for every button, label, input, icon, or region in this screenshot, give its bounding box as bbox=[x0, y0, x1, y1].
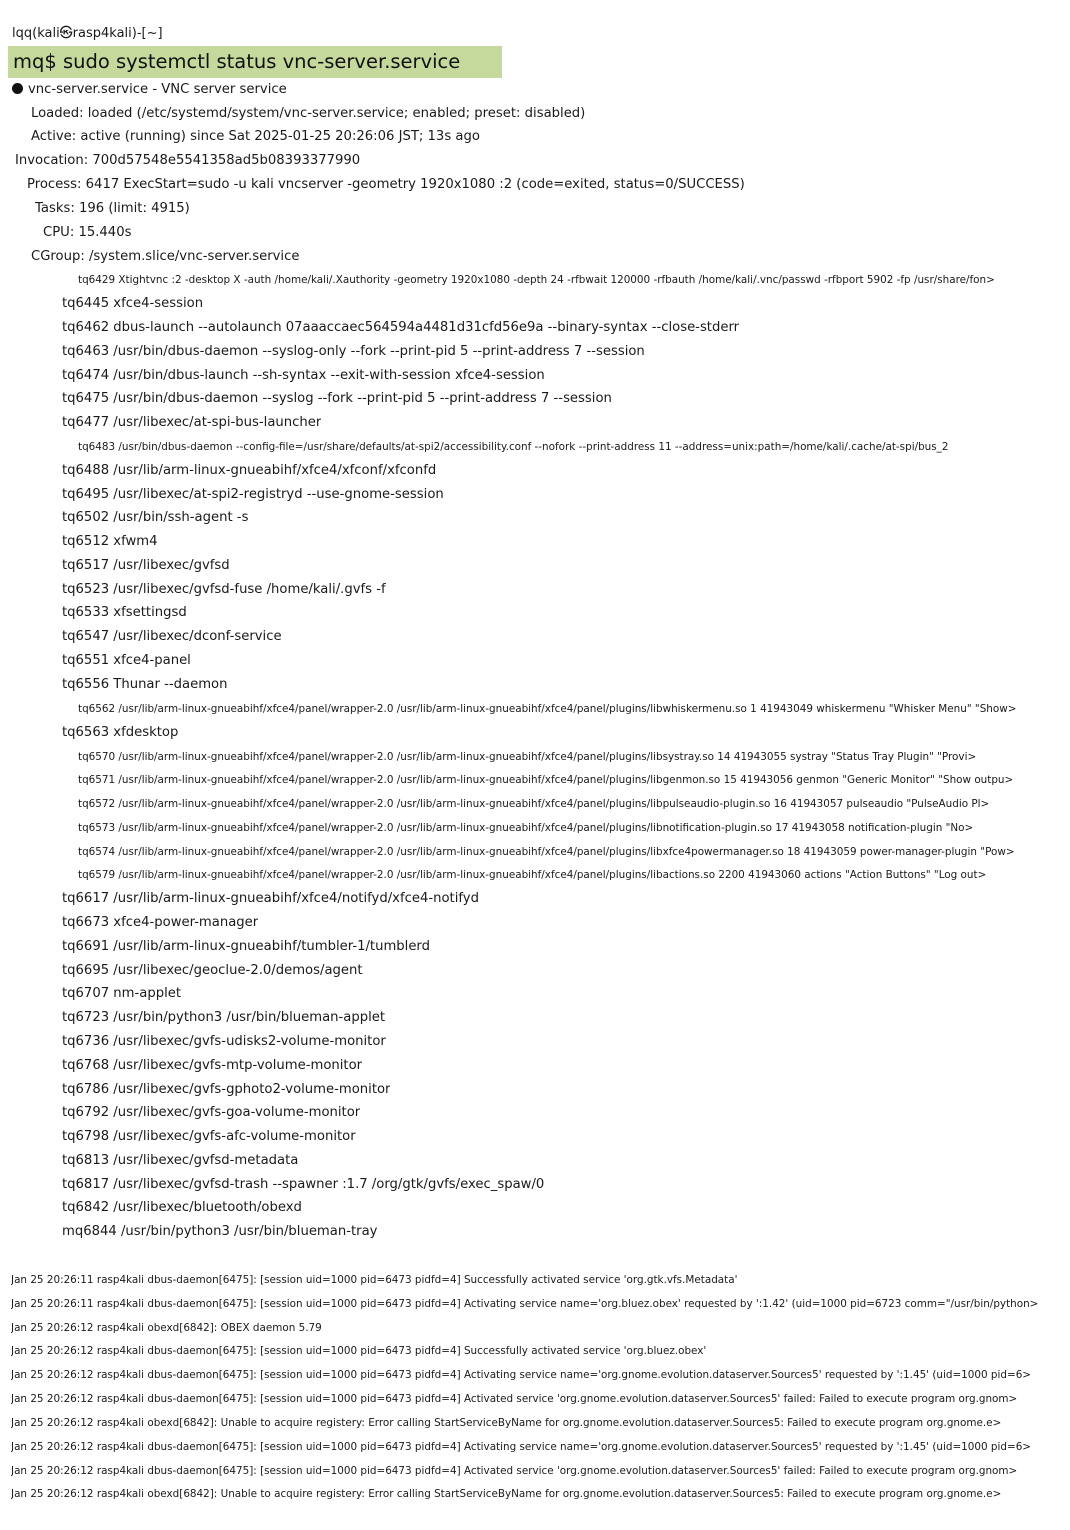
active-line: Active: active (running) since Sat 2025-01-25 20:26:06 JST; 13s ago bbox=[31, 129, 480, 144]
command-line: mq$ sudo systemctl status vnc-server.service bbox=[13, 50, 461, 73]
process-row: tq6617 /usr/lib/arm-linux-gnueabihf/xfce4/notifyd/xfce4-notifyd bbox=[62, 891, 479, 906]
process-row: tq6551 xfce4-panel bbox=[62, 653, 191, 668]
process-row: mq6844 /usr/bin/python3 /usr/bin/blueman-tray bbox=[62, 1224, 378, 1239]
log-line: Jan 25 20:26:12 rasp4kali obexd[6842]: OBEX daemon 5.79 bbox=[11, 1322, 322, 1334]
process-row: tq6523 /usr/libexec/gvfsd-fuse /home/kali/.gvfs -f bbox=[62, 582, 386, 597]
unit-name: vnc-server.service - VNC server service bbox=[28, 82, 287, 97]
process-row: tq6462 dbus-launch --autolaunch 07aaaccaec564594a4481d31cfd56e9a --binary-syntax --close-stderr bbox=[62, 320, 740, 335]
loaded-line: Loaded: loaded (/etc/systemd/system/vnc-server.service; enabled; preset: disabled) bbox=[31, 106, 586, 121]
process-row: tq6495 /usr/libexec/at-spi2-registryd --use-gnome-session bbox=[62, 487, 444, 502]
tasks-line: Tasks: 196 (limit: 4915) bbox=[35, 201, 190, 216]
process-row: tq6556 Thunar --daemon bbox=[62, 677, 228, 692]
process-row: tq6574 /usr/lib/arm-linux-gnueabihf/xfce4/panel/wrapper-2.0 /usr/lib/arm-linux-gnueabihf/xfce4/panel/plugins/libxfce4powermanager.so 18 41943059 power-manager-plugin "Pow> bbox=[78, 846, 1015, 858]
process-row: tq6445 xfce4-session bbox=[62, 296, 204, 311]
process-row: tq6695 /usr/libexec/geoclue-2.0/demos/agent bbox=[62, 963, 363, 978]
cpu-line: CPU: 15.440s bbox=[43, 225, 132, 240]
process-row: tq6463 /usr/bin/dbus-daemon --syslog-only --fork --print-pid 5 --print-address 7 --session bbox=[62, 344, 645, 359]
process-row: tq6573 /usr/lib/arm-linux-gnueabihf/xfce4/panel/wrapper-2.0 /usr/lib/arm-linux-gnueabihf/xfce4/panel/plugins/libnotification-plugin.so 17 41943058 notification-plugin "No> bbox=[78, 822, 974, 834]
process-row: tq6517 /usr/libexec/gvfsd bbox=[62, 558, 230, 573]
log-line: Jan 25 20:26:12 rasp4kali dbus-daemon[6475]: [session uid=1000 pid=6473 pidfd=4] Activated service 'org.gnome.evolution.dataserver.Sources5' failed: Failed to execute program org.gnom> bbox=[11, 1393, 1018, 1405]
cgroup-line: CGroup: /system.slice/vnc-server.service bbox=[31, 249, 300, 264]
log-line: Jan 25 20:26:12 rasp4kali obexd[6842]: Unable to acquire registery: Error calling StartServiceByName for org.gnome.evolution.dataserver.Sources5: Failed to execute program org.gnome.e> bbox=[11, 1488, 1002, 1500]
process-row: tq6673 xfce4-power-manager bbox=[62, 915, 259, 930]
log-line: Jan 25 20:26:12 rasp4kali dbus-daemon[6475]: [session uid=1000 pid=6473 pidfd=4] Activating service name='org.gnome.evolution.dataserver.Sources5' requested by ':1.45' (uid=1000 pid=6> bbox=[11, 1369, 1032, 1381]
unit-line bbox=[12, 81, 287, 99]
process-row: tq6562 /usr/lib/arm-linux-gnueabihf/xfce4/panel/wrapper-2.0 /usr/lib/arm-linux-gnueabihf/xfce4/panel/plugins/libwhiskermenu.so 1 41943049 whiskermenu "Whisker Menu" "Show> bbox=[78, 703, 1017, 715]
process-line: Process: 6417 ExecStart=sudo -u kali vncserver -geometry 1920x1080 :2 (code=exited, status=0/SUCCESS) bbox=[27, 177, 745, 192]
process-row: tq6768 /usr/libexec/gvfs-mtp-volume-monitor bbox=[62, 1058, 363, 1073]
shell-prompt: lqq(kali㉿rasp4kali)-[~] bbox=[12, 26, 163, 41]
log-line: Jan 25 20:26:11 rasp4kali dbus-daemon[6475]: [session uid=1000 pid=6473 pidfd=4] Successfully activated service 'org.gtk.vfs.Metadata' bbox=[11, 1274, 738, 1286]
process-row: tq6474 /usr/bin/dbus-launch --sh-syntax --exit-with-session xfce4-session bbox=[62, 368, 545, 383]
log-line: Jan 25 20:26:12 rasp4kali dbus-daemon[6475]: [session uid=1000 pid=6473 pidfd=4] Activating service name='org.gnome.evolution.dataserver.Sources5' requested by ':1.45' (uid=1000 pid=6> bbox=[11, 1441, 1032, 1453]
process-row: tq6736 /usr/libexec/gvfs-udisks2-volume-monitor bbox=[62, 1034, 386, 1049]
process-row: tq6429 Xtightvnc :2 -desktop X -auth /home/kali/.Xauthority -geometry 1920x1080 -depth 24 -rfbwait 120000 -rfbauth /home/kali/.vnc/passwd -rfbport 5902 -fp /usr/share/fon> bbox=[78, 274, 995, 286]
process-row: tq6488 /usr/lib/arm-linux-gnueabihf/xfce4/xfconf/xfconfd bbox=[62, 463, 437, 478]
process-row: tq6475 /usr/bin/dbus-daemon --syslog --fork --print-pid 5 --print-address 7 --session bbox=[62, 391, 612, 406]
log-line: Jan 25 20:26:12 rasp4kali obexd[6842]: Unable to acquire registery: Error calling StartServiceByName for org.gnome.evolution.dataserver.Sources5: Failed to execute program org.gnome.e> bbox=[11, 1417, 1002, 1429]
process-row: tq6817 /usr/libexec/gvfsd-trash --spawner :1.7 /org/gtk/gvfs/exec_spaw/0 bbox=[62, 1177, 545, 1192]
process-row: tq6723 /usr/bin/python3 /usr/bin/blueman-applet bbox=[62, 1010, 386, 1025]
process-row: tq6691 /usr/lib/arm-linux-gnueabihf/tumbler-1/tumblerd bbox=[62, 939, 430, 954]
process-row: tq6813 /usr/libexec/gvfsd-metadata bbox=[62, 1153, 299, 1168]
process-row: tq6483 /usr/bin/dbus-daemon --config-file=/usr/share/defaults/at-spi2/accessibility.conf --nofork --print-address 11 --address=unix:path=/home/kali/.cache/at-spi/bus_2 bbox=[78, 441, 949, 453]
process-row: tq6502 /usr/bin/ssh-agent -s bbox=[62, 510, 249, 525]
process-row: tq6570 /usr/lib/arm-linux-gnueabihf/xfce4/panel/wrapper-2.0 /usr/lib/arm-linux-gnueabihf/xfce4/panel/plugins/libsystray.so 14 41943055 systray "Status Tray Plugin" "Provi> bbox=[78, 751, 977, 763]
process-row: tq6547 /usr/libexec/dconf-service bbox=[62, 629, 282, 644]
process-row: tq6571 /usr/lib/arm-linux-gnueabihf/xfce4/panel/wrapper-2.0 /usr/lib/arm-linux-gnueabihf/xfce4/panel/plugins/libgenmon.so 15 41943056 genmon "Generic Monitor" "Show outpu> bbox=[78, 774, 1014, 786]
status-dot-icon bbox=[12, 83, 23, 94]
process-row: tq6842 /usr/libexec/bluetooth/obexd bbox=[62, 1200, 302, 1215]
process-row: tq6512 xfwm4 bbox=[62, 534, 158, 549]
process-row: tq6572 /usr/lib/arm-linux-gnueabihf/xfce4/panel/wrapper-2.0 /usr/lib/arm-linux-gnueabihf/xfce4/panel/plugins/libpulseaudio-plugin.so 16 41943057 pulseaudio "PulseAudio Pl> bbox=[78, 798, 990, 810]
log-line: Jan 25 20:26:11 rasp4kali dbus-daemon[6475]: [session uid=1000 pid=6473 pidfd=4] Activating service name='org.bluez.obex' requested by ':1.42' (uid=1000 pid=6723 comm="/usr/bin/python> bbox=[11, 1298, 1039, 1310]
process-row: tq6563 xfdesktop bbox=[62, 725, 179, 740]
process-row: tq6533 xfsettingsd bbox=[62, 605, 187, 620]
log-line: Jan 25 20:26:12 rasp4kali dbus-daemon[6475]: [session uid=1000 pid=6473 pidfd=4] Successfully activated service 'org.bluez.obex' bbox=[11, 1345, 707, 1357]
log-line: Jan 25 20:26:12 rasp4kali dbus-daemon[6475]: [session uid=1000 pid=6473 pidfd=4] Activated service 'org.gnome.evolution.dataserver.Sources5' failed: Failed to execute program org.gnom> bbox=[11, 1465, 1018, 1477]
invocation-line: Invocation: 700d57548e5541358ad5b08393377990 bbox=[15, 153, 361, 168]
process-row: tq6792 /usr/libexec/gvfs-goa-volume-monitor bbox=[62, 1105, 361, 1120]
process-row: tq6786 /usr/libexec/gvfs-gphoto2-volume-monitor bbox=[62, 1082, 391, 1097]
process-row: tq6798 /usr/libexec/gvfs-afc-volume-monitor bbox=[62, 1129, 356, 1144]
process-row: tq6579 /usr/lib/arm-linux-gnueabihf/xfce4/panel/wrapper-2.0 /usr/lib/arm-linux-gnueabihf/xfce4/panel/plugins/libactions.so 2200 41943060 actions "Action Buttons" "Log out> bbox=[78, 869, 987, 881]
process-row: tq6477 /usr/libexec/at-spi-bus-launcher bbox=[62, 415, 322, 430]
process-row: tq6707 nm-applet bbox=[62, 986, 182, 1001]
